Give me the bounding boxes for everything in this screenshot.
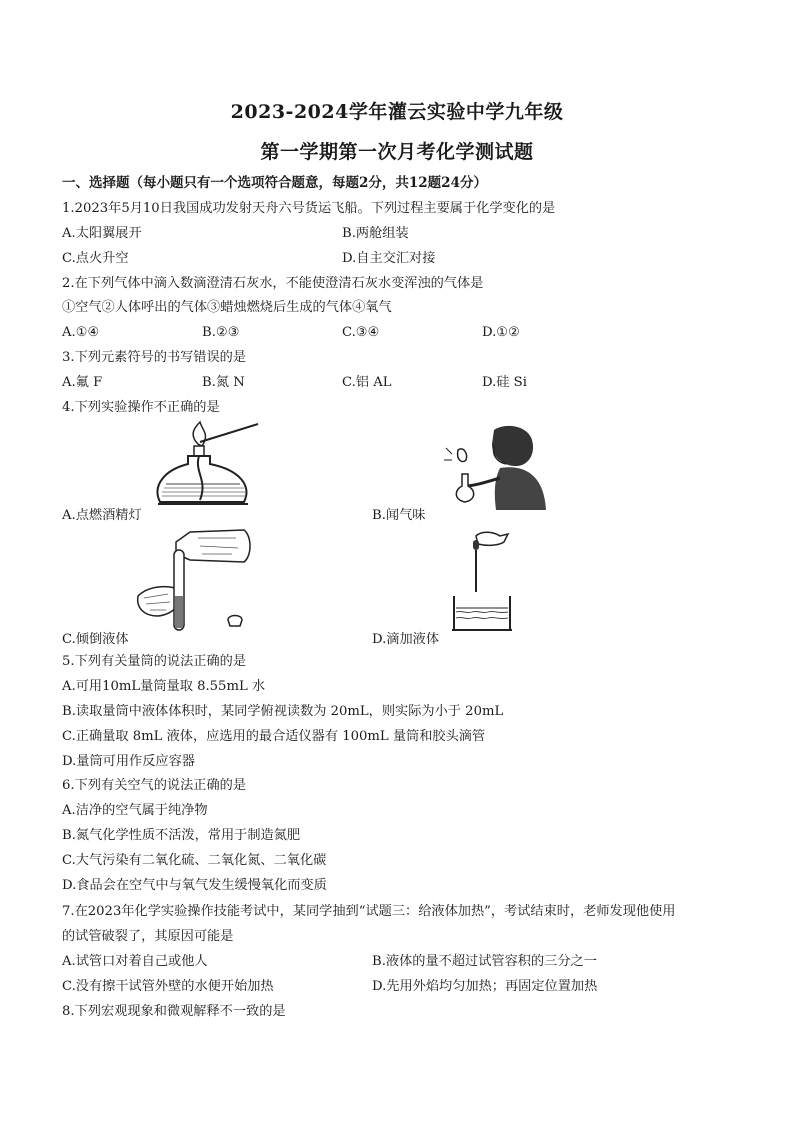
q6-stem: 6.下列有关空气的说法正确的是	[62, 778, 247, 793]
q5-option-a: A.可用10mL量筒量取 8.55mL 水	[62, 679, 266, 694]
q3-option-c: C.铝 AL	[342, 375, 392, 390]
q4-option-a: A.点燃酒精灯	[62, 508, 142, 523]
smelling-gas-figure	[436, 420, 556, 516]
q2-option-d: D.①②	[482, 325, 520, 340]
q5-stem: 5.下列有关量筒的说法正确的是	[62, 654, 247, 669]
q7-stem-cont: 的试管破裂了，其原因可能是	[62, 929, 234, 944]
q2-option-a: A.①④	[62, 325, 100, 340]
q5-option-c: C.正确量取 8mL 液体，应选用的最合适仪器有 100mL 量筒和胶头滴管	[62, 729, 486, 744]
q3-option-d: D.硅 Si	[482, 375, 527, 390]
q1-option-d: D.自主交汇对接	[342, 251, 436, 266]
q2-extra: ①空气②人体呼出的气体③蜡烛燃烧后生成的气体④氧气	[62, 300, 392, 315]
q8-stem: 8.下列宏观现象和微观解释不一致的是	[62, 1004, 286, 1019]
q5-option-d: D.量筒可用作反应容器	[62, 754, 195, 769]
q2-option-b: B.②③	[202, 325, 240, 340]
q4-option-c: C.倾倒液体	[62, 632, 129, 647]
q7-option-d: D.先用外焰均匀加热；再固定位置加热	[372, 979, 598, 994]
q5-option-b: B.读取量筒中液体体积时，某同学俯视读数为 20mL，则实际为小于 20mL	[62, 704, 504, 719]
q2-option-c: C.③④	[342, 325, 380, 340]
q4-stem: 4.下列实验操作不正确的是	[62, 400, 220, 415]
exam-title-line1: 2023-2024学年灌云实验中学九年级	[230, 101, 564, 123]
q3-option-a: A.氟 F	[62, 375, 103, 390]
q7-option-c: C.没有擦干试管外壁的水便开始加热	[62, 979, 274, 994]
q1-option-b: B.两舱组装	[342, 226, 409, 241]
q1-stem: 1.2023年5月10日我国成功发射天舟六号货运飞船。下列过程主要属于化学变化的是	[62, 201, 556, 216]
q1-option-a: A.太阳翼展开	[62, 226, 142, 241]
section-heading: 一、选择题（每小题只有一个选项符合题意，每题2分，共12题24分）	[62, 175, 487, 191]
q6-option-d: D.食品会在空气中与氧气发生缓慢氧化而变质	[62, 878, 327, 893]
pouring-liquid-figure	[128, 526, 258, 636]
alcohol-lamp-figure	[148, 420, 268, 516]
q4-option-d: D.滴加液体	[372, 632, 440, 647]
q2-stem: 2.在下列气体中滴入数滴澄清石灰水，不能使澄清石灰水变浑浊的气体是	[62, 276, 484, 291]
q6-option-a: A.洁净的空气属于纯净物	[62, 803, 208, 818]
q4-option-b: B.闻气味	[372, 508, 426, 523]
q1-option-c: C.点火升空	[62, 251, 129, 266]
q7-option-b: B.液体的量不超过试管容积的三分之一	[372, 954, 597, 969]
q6-option-b: B.氮气化学性质不活泼，常用于制造氮肥	[62, 828, 301, 843]
q7-option-a: A.试管口对着自己或他人	[62, 954, 208, 969]
dropping-liquid-figure	[446, 526, 536, 636]
q3-stem: 3.下列元素符号的书写错误的是	[62, 350, 247, 365]
exam-title-line2: 第一学期第一次月考化学测试题	[260, 141, 534, 163]
q6-option-c: C.大气污染有二氧化硫、二氧化氮、二氧化碳	[62, 853, 327, 868]
q7-stem: 7.在2023年化学实验操作技能考试中，某同学抽到“试题三：给液体加热”，考试结束时，老师发现他使用	[62, 904, 676, 919]
q3-option-b: B.氮 N	[202, 375, 245, 390]
